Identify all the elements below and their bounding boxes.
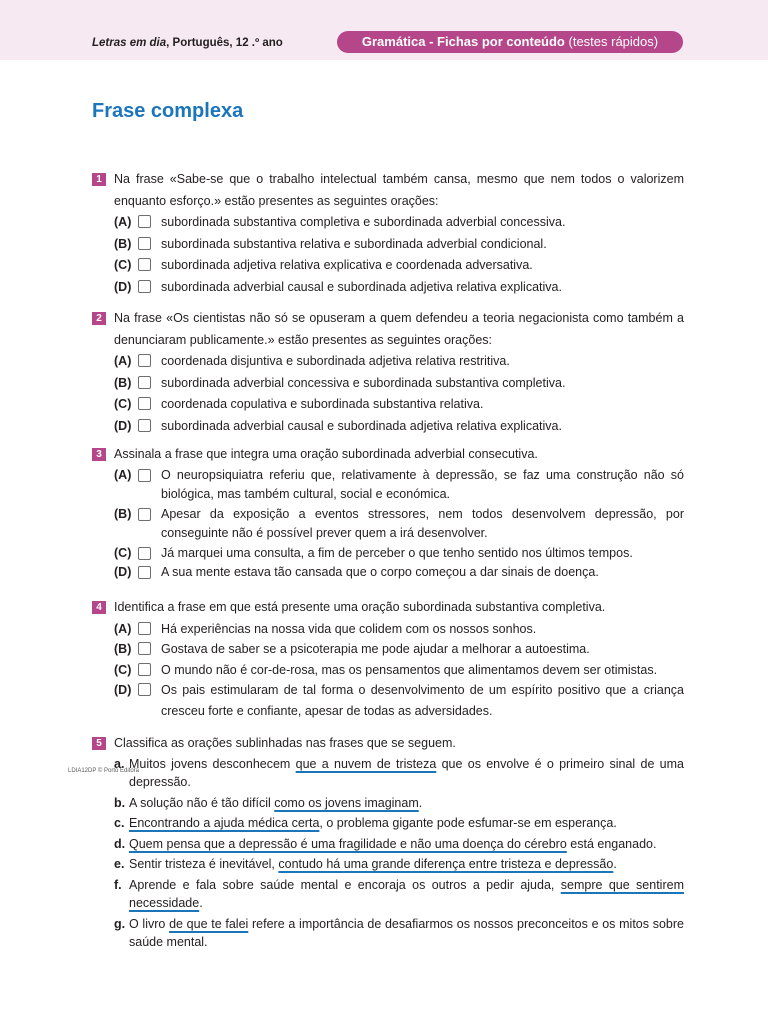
- option-text: subordinada substantiva relativa e subordinada adverbial condicional.: [161, 236, 547, 251]
- question-stem: Assinala a frase que integra uma oração subordinada adverbial consecutiva.: [114, 447, 538, 461]
- option-text: A sua mente estava tão cansada que o corpo começou a dar sinais de doença.: [161, 565, 599, 579]
- item-letter: a.: [114, 756, 125, 771]
- sentence-item-e: [114, 855, 684, 874]
- underlined-clause: contudo há uma grande diferença entre tristeza e depressão: [278, 857, 614, 871]
- option-letter: (B): [114, 506, 132, 521]
- option-text: Há experiências na nossa vida que colidem com os nossos sonhos.: [161, 621, 537, 636]
- question-5: [92, 733, 684, 954]
- question-number: 4: [92, 601, 106, 614]
- answer-checkbox[interactable]: [138, 508, 151, 521]
- option-d: [114, 563, 684, 583]
- option-letter: (A): [114, 215, 132, 229]
- item-letter: c.: [114, 816, 125, 830]
- option-d: [114, 680, 684, 721]
- option-letter: (A): [114, 621, 132, 636]
- option-letter: (C): [114, 258, 132, 272]
- option-letter: (C): [114, 662, 132, 677]
- answer-checkbox[interactable]: [138, 215, 151, 228]
- option-text: coordenada disjuntiva e subordinada adjetiva relativa restritiva.: [161, 354, 510, 368]
- underlined-clause: que a nuvem de tristeza: [295, 756, 437, 771]
- item-text: O livro de que te falei refere a importância de desafiarmos os nossos preconceitos e os mitos sobre saúde mental.: [129, 916, 684, 949]
- option-text: subordinada adverbial causal e subordinada adjetiva relativa explicativa.: [161, 418, 562, 433]
- question-number: 1: [92, 173, 106, 186]
- item-text: Aprende e fala sobre saúde mental e encoraja os outros a pedir ajuda, sempre que sentirem necessidade.: [129, 877, 684, 910]
- book-reference: [92, 37, 283, 49]
- item-text: Quem pensa que a depressão é uma fragilidade e não uma doença do cérebro está enganado.: [129, 836, 657, 851]
- item-text: Sentir tristeza é inevitável, contudo há uma grande diferença entre tristeza e depressão.: [129, 857, 617, 871]
- question-stem: Na frase «Os cientistas não só se opuseram a quem defendeu a teoria negacionista como também a denunciaram publicamente.» estão presentes as seguintes orações:: [114, 311, 684, 347]
- book-title: Letras em dia: [92, 37, 167, 49]
- item-letter: e.: [114, 857, 125, 871]
- option-letter: (C): [114, 397, 132, 411]
- option-letter: (D): [114, 565, 132, 579]
- question-number: 5: [92, 737, 106, 750]
- section-pill: [337, 31, 683, 53]
- sentence-item-f: [114, 876, 684, 913]
- option-letter: (C): [114, 545, 132, 560]
- answer-checkbox[interactable]: [138, 376, 151, 389]
- answer-checkbox[interactable]: [138, 258, 151, 271]
- option-text: Apesar da exposição a eventos stressores, nem todos desenvolvem depressão, por conseguinte não é possível prever quem a irá desenvolver.: [161, 506, 684, 540]
- section-title: Gramática - Fichas por conteúdo: [361, 34, 565, 49]
- question-4: [92, 597, 684, 721]
- option-text: coordenada copulativa e subordinada substantiva relativa.: [161, 397, 484, 411]
- answer-checkbox[interactable]: [138, 642, 151, 655]
- item-letter: b.: [114, 795, 126, 810]
- option-letter: (B): [114, 236, 132, 251]
- option-letter: (D): [114, 683, 132, 697]
- answer-checkbox[interactable]: [138, 547, 151, 560]
- sentence-item-g: [114, 915, 684, 952]
- publisher-code: LDIA12DP © Porto Editora: [68, 768, 140, 774]
- underlined-clause: Encontrando a ajuda médica certa: [129, 816, 320, 830]
- option-letter: (A): [114, 467, 132, 482]
- option-letter: (D): [114, 279, 132, 294]
- answer-checkbox[interactable]: [138, 683, 151, 696]
- item-text: Muitos jovens desconhecem que a nuvem de tristeza que os envolve é o primeiro sinal de uma depressão.: [129, 756, 684, 789]
- page-title: Frase complexa: [92, 100, 244, 122]
- answer-checkbox[interactable]: [138, 237, 151, 250]
- answer-checkbox[interactable]: [138, 622, 151, 635]
- option-b: [114, 234, 684, 256]
- option-c: [114, 255, 684, 277]
- option-c: [114, 544, 684, 564]
- item-text: Encontrando a ajuda médica certa, o problema gigante pode esfumar-se em esperança.: [129, 816, 617, 830]
- option-text: O neuropsiquiatra referiu que, relativamente à depressão, se faz uma construção não só biológica, mas também cultural, social e económica.: [161, 467, 684, 501]
- question-1: [92, 169, 684, 298]
- option-letter: (B): [114, 642, 132, 656]
- option-c: [114, 394, 684, 416]
- option-a: [114, 212, 684, 234]
- answer-checkbox[interactable]: [138, 354, 151, 367]
- question-number: 3: [92, 448, 106, 461]
- option-d: [114, 416, 684, 438]
- item-letter: g.: [114, 916, 126, 931]
- item-letter: d.: [114, 836, 126, 851]
- question-stem: Identifica a frase em que está presente uma oração subordinada substantiva completiva.: [114, 600, 606, 614]
- option-a: [114, 351, 684, 373]
- option-a: [114, 466, 684, 505]
- question-stem: Na frase «Sabe-se que o trabalho intelectual também cansa, mesmo que nem todos o valorizem enquanto esforço.» estão presentes as seguintes orações:: [114, 172, 684, 208]
- option-b: [114, 373, 684, 395]
- answer-checkbox[interactable]: [138, 280, 151, 293]
- question-stem: Classifica as orações sublinhadas nas frases que se seguem.: [114, 736, 456, 750]
- section-subtitle: (testes rápidos): [564, 34, 659, 49]
- option-text: subordinada adverbial concessiva e subordinada substantiva completiva.: [161, 375, 566, 390]
- underlined-clause: sempre que sentirem necessidade: [129, 877, 684, 910]
- option-b: [114, 505, 684, 544]
- question-number: 2: [92, 312, 106, 325]
- answer-checkbox[interactable]: [138, 397, 151, 410]
- option-text: Já marquei uma consulta, a fim de perceber o que tenho sentido nos últimos tempos.: [161, 545, 633, 560]
- option-letter: (D): [114, 418, 132, 433]
- answer-checkbox[interactable]: [138, 469, 151, 482]
- option-text: subordinada substantiva completiva e subordinada adverbial concessiva.: [161, 215, 566, 229]
- option-c: [114, 660, 684, 681]
- sentence-item-b: [114, 794, 684, 813]
- sentence-item-c: [114, 814, 684, 833]
- question-3: [92, 444, 684, 583]
- book-subtitle: , Português, 12 .º ano: [166, 37, 283, 49]
- option-text: Os pais estimularam de tal forma o desenvolvimento de um espírito positivo que a criança cresceu forte e confiante, apesar de todas as adversidades.: [161, 683, 684, 718]
- page-header: [0, 0, 768, 60]
- option-letter: (A): [114, 354, 132, 368]
- option-letter: (B): [114, 375, 132, 390]
- option-text: subordinada adverbial causal e subordinada adjetiva relativa explicativa.: [161, 279, 562, 294]
- answer-checkbox[interactable]: [138, 566, 151, 579]
- answer-checkbox[interactable]: [138, 663, 151, 676]
- underlined-clause: de que te falei: [169, 916, 249, 931]
- question-2: [92, 308, 684, 437]
- item-text: A solução não é tão difícil como os jovens imaginam.: [129, 795, 423, 810]
- option-d: [114, 277, 684, 299]
- answer-checkbox[interactable]: [138, 419, 151, 432]
- option-text: O mundo não é cor-de-rosa, mas os pensamentos que alimentamos devem ser otimistas.: [161, 662, 658, 677]
- option-b: [114, 639, 684, 660]
- option-text: subordinada adjetiva relativa explicativa e coordenada adversativa.: [161, 258, 533, 272]
- option-text: Gostava de saber se a psicoterapia me pode ajudar a melhorar a autoestima.: [161, 642, 590, 656]
- option-a: [114, 619, 684, 640]
- item-letter: f.: [114, 877, 122, 892]
- sentence-item-d: [114, 835, 684, 854]
- sentence-item-a: [114, 755, 684, 792]
- underlined-clause: Quem pensa que a depressão é uma fragilidade e não uma doença do cérebro: [129, 836, 567, 851]
- underlined-clause: como os jovens imaginam: [274, 795, 419, 810]
